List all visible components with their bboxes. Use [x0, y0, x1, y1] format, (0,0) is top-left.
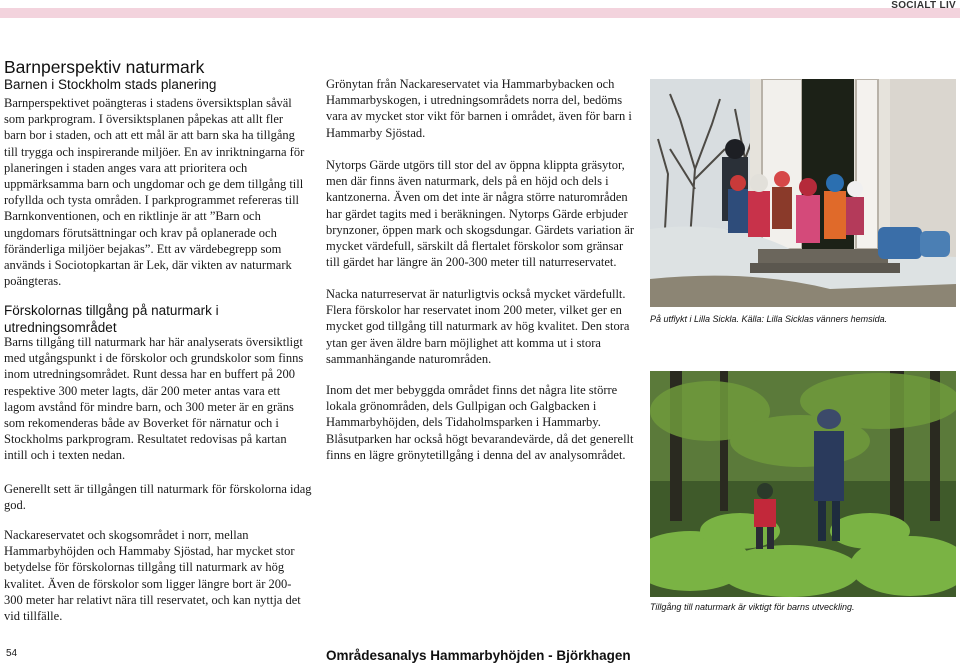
paragraph-text: Inom det mer bebyggda området finns det några lite större lokala grönområden, dels Gullpigan och Galgbacken i Hammarbyhöjden, dels Tidaholmsparken i Hammarby. Blåsutparken har också högt bevarandevärde, då det generellt finns en lägre grönytetillgång i denna del av analysområdet. — [326, 383, 634, 462]
section-label: SOCIALT LIV — [891, 0, 956, 11]
page-title: Barnperspektiv naturmark — [4, 57, 205, 77]
paragraph-text: Nacka naturreservat är naturligtvis också mycket värdefullt. Flera förskolor har reservatet inom 200 meter, vilket ger en mycket god tillgång till naturmark av hög kvalitet. Den stora ytan ger även äldre barn möjlighet att komma ut i stora sammanhängande naturområden. — [326, 287, 630, 366]
page-number: 54 — [6, 648, 18, 659]
photo-children-outing — [650, 79, 956, 307]
report-title: Områdesanalys Hammarbyhöjden - Björkhagen — [326, 648, 631, 663]
paragraph-text: Barns tillgång till naturmark har här analyserats översiktligt med utgångspunkt i de förskolor och grundskolor som finns inom utredningsområdet. Runt dessa har en buffert på 200 respektive 300 meter lagts, där 200 meter antas vara ett lagom avstånd för mindre barn, och 300 meter är en gräns som rekomenderas både av Boverket för närnatur och i Stockholms parkprogram. Resultatet redovisas på kartan intill och i texten nedan. — [4, 335, 304, 463]
paragraph-general — [4, 481, 314, 513]
paragraph-nackareservatet — [4, 527, 310, 624]
paragraph-child-perspective — [4, 95, 306, 289]
paragraph-greenspace — [326, 76, 638, 141]
paragraph-text: Grönytan från Nackareservatet via Hammarbybacken och Hammarbyskogen, i utredningsområdets norra del, bedöms vara av mycket stor vikt för barnen i området, även för barn i Hammarby Sjöstad. — [326, 77, 632, 140]
paragraph-text: Nytorps Gärde utgörs till stor del av öppna klippta gräsytor, men där finns även naturmark, dels på en höjd och dels i kantzonerna. Även om det inte är några större naturområden har gärdet tagits med i beräkningen. Nytorps Gärde erbjuder brynzoner, öppen mark och skogsdungar. Gärdets variation är mycket värdefull, särskilt då flertalet förskolor som gränsar till gärdet har längre än 200-300 meter till naturreservatet. — [326, 158, 635, 270]
paragraph-text: Barnperspektivet poängteras i stadens översiktsplan såväl som parkprogram. I översiktsplanen påpekas att allt fler barn bor i staden, och att ett mål är att barn ska ha tillgång till trygga och inspirerande miljöer. En av inriktningarna för planeringen i staden anges vara att prioritera och uppmärksamma barn och ungdomar och ge dem tillgång till rofyllda och tysta områden. I parkprogrammet refereras till Barnkonventionen, och en riktlinje är att ”Barn och ungdomars förutsättningar och krav på oplanerade och föränderliga miljöer bejakas”. Ett av värdebegrepp som används i Sociotopkartan är Lek, där vikten av naturmark poängteras. — [4, 96, 305, 289]
paragraph-nacka-reserve — [326, 286, 638, 367]
paragraph-text: Generellt sett är tillgången till naturmark för förskolorna idag god. — [4, 482, 312, 513]
subheading-stockholm-planning: Barnen i Stockholm stads planering — [4, 77, 217, 92]
photo-forest-children — [650, 371, 956, 597]
header-accent-bar — [0, 8, 960, 18]
paragraph-analysis — [4, 334, 306, 464]
paragraph-nytorps-garde — [326, 157, 638, 270]
paragraph-text: Nackareservatet och skogsområdet i norr, mellan Hammarbyhöjden och Hammaby Sjöstad, har mycket stor betydelse för förskolornas tillgång till naturmark av hög kvalitet. Även de förskolor som ligger längre bort är 200-300 meter har relativt nära till reservatet, och kan nyttja det vid tillfälle. — [4, 528, 301, 624]
photo-caption-forest: Tillgång till naturmark är viktigt för barns utveckling. — [650, 602, 855, 612]
subheading-preschool-access: Förskolornas tillgång på naturmark i utredningsområdet — [4, 303, 219, 335]
photo-caption-outing: På utflykt i Lilla Sickla. Källa: Lilla Sicklas vänners hemsida. — [650, 314, 888, 324]
paragraph-local-greenareas — [326, 382, 638, 463]
